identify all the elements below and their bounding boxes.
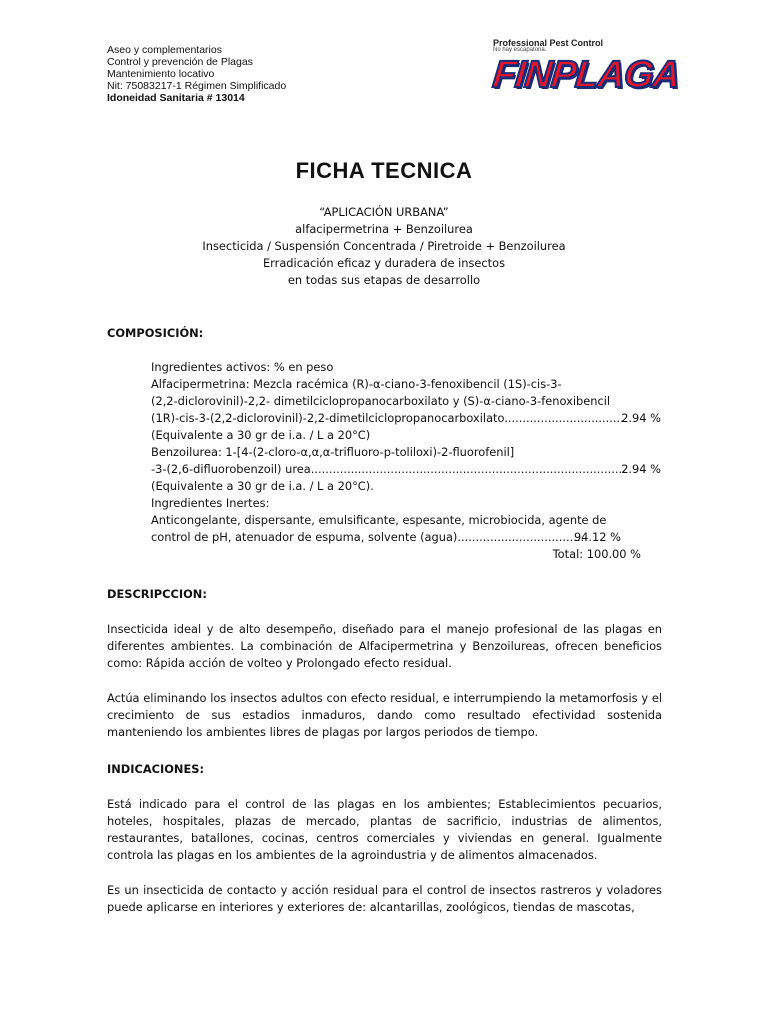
subtitle-line: “APLICACIÓN URBANA”: [319, 205, 449, 219]
composition-heading: COMPOSICIÓN:: [107, 326, 204, 340]
finplaga-logo: [490, 38, 682, 110]
composition-line: -3-(2,6-difluorobenzoil) urea.......................................................................................: [151, 462, 626, 476]
composition-line: control de pH, atenuador de espuma, solvente (agua)....................................: [151, 530, 588, 544]
subtitle-line: alfacipermetrina + Benzoilurea: [295, 222, 473, 236]
composition-line: Ingredientes Inertes:: [151, 496, 270, 510]
benzoilurea-pct: 2.94 %: [621, 462, 661, 476]
composition-total-row: [151, 546, 641, 563]
inerts-pct: 94.12 %: [573, 530, 621, 544]
composition-line-with-pct: [151, 461, 661, 478]
composition-total: Total: 100.00 %: [552, 547, 641, 561]
indications-paragraph: Está indicado para el control de las plagas en los ambientes; Establecimientos pecuarios, hoteles, hospitales, plazas de mercado, plantas de sacrificio, industrias de alimentos, restaurantes, batallones, cocinas, centros comerciales y viviendas en general. Igualmente controla las plagas en los ambientes de la agroindustria y de alimentos almacenados.: [107, 797, 662, 862]
composition-line: Alfacipermetrina: Mezcla racémica (R)-α-ciano-3-fenoxibencil (1S)-cis-3-: [151, 377, 562, 391]
company-line: Nit: 75083217-1 Régimen Simplificado: [107, 80, 287, 92]
composition-line: Benzoilurea: 1-[4-(2-cloro-α,α,α-trifluoro-p-toliloxi)-2-fluorofenil]: [151, 445, 515, 459]
description-heading: DESCRIPCCION:: [107, 587, 207, 601]
composition-line: (2,2-diclorovinil)-2,2- dimetilciclopropanocarboxilato y (S)-α-ciano-3-fenoxibencil: [151, 394, 611, 408]
description-paragraph: Actúa eliminando los insectos adultos con efecto residual, e interrumpiendo la metamorfosis y el crecimiento de sus estadios inmaduros, dando como resultado efectividad sostenida manteniendo los ambientes libres de plagas por largos periodos de tiempo.: [107, 691, 662, 739]
composition-line-with-pct: [151, 410, 661, 427]
page-title: FICHA TECNICA: [295, 158, 473, 183]
composition-line: (Equivalente a 30 gr de i.a. / L a 20°C): [151, 428, 371, 442]
logo-subtagline: No hay escapatoria.: [493, 47, 547, 53]
product-subtitle: [0, 204, 768, 289]
subtitle-line: Insecticida / Suspensión Concentrada / Piretroide + Benzoilurea: [202, 239, 566, 253]
sanitary-license: Idoneidad Sanitaria # 13014: [107, 92, 245, 104]
logo-tagline: Professional Pest Control: [493, 38, 604, 48]
company-line: Control y prevención de Plagas: [107, 56, 253, 68]
company-line: Aseo y complementarios: [107, 44, 222, 56]
logo-wordmark: FINPLAGA: [490, 54, 682, 96]
alfacipermetrina-pct: 2.94 %: [621, 411, 661, 425]
composition-line: Ingredientes activos: % en peso: [151, 360, 334, 374]
composition-line: (1R)-cis-3-(2,2-diclorovinil)-2,2-dimetilciclopropanocarboxilato.................................: [151, 411, 624, 425]
description-paragraph: Insecticida ideal y de alto desempeño, diseñado para el manejo profesional de las plagas en diferentes ambientes. La combinación de Alfacipermetrina y Benzoilureas, ofrecen beneficios como: Rápida acción de volteo y Prolongado efecto residual.: [107, 622, 662, 670]
composition-line-with-pct: [151, 529, 621, 546]
company-info: [107, 44, 286, 104]
composition-block: [151, 359, 661, 563]
indications-heading: INDICACIONES:: [107, 762, 204, 776]
indications-paragraph: Es un insecticida de contacto y acción residual para el control de insectos rastreros y voladores puede aplicarse en interiores y exteriores de: alcantarillas, zoológicos, tiendas de mascotas,: [107, 883, 662, 914]
composition-line: Anticongelante, dispersante, emulsificante, espesante, microbiocida, agente de: [151, 513, 607, 527]
company-line: Mantenimiento locativo: [107, 68, 215, 80]
subtitle-line: en todas sus etapas de desarrollo: [287, 273, 481, 287]
composition-line: (Equivalente a 30 gr de i.a. / L a 20°C).: [151, 479, 374, 493]
subtitle-line: Erradicación eficaz y duradera de insectos: [262, 256, 506, 270]
